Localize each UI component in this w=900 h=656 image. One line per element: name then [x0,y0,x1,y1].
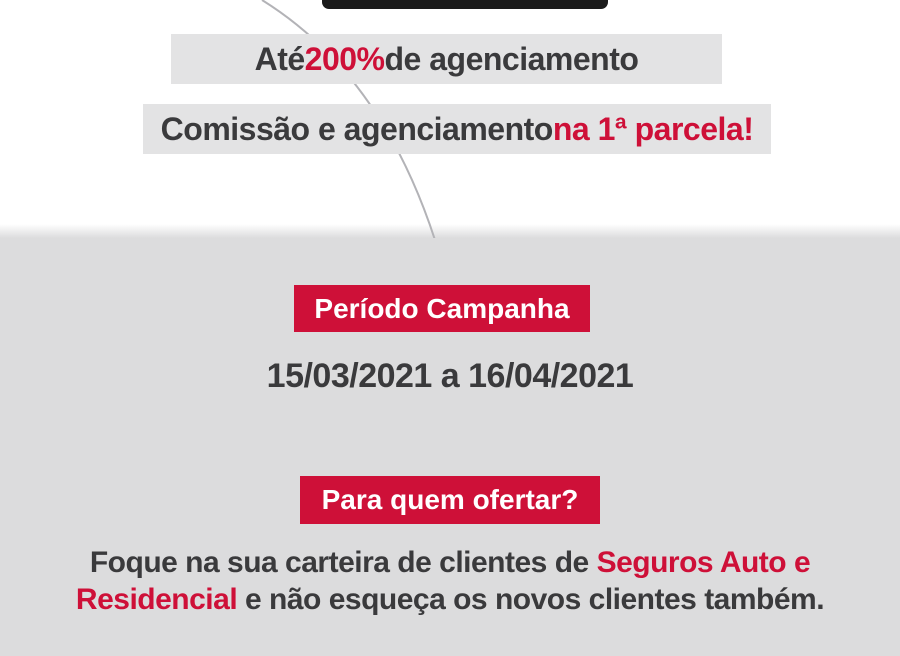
campaign-details-section [0,238,900,656]
banner-comissao-pre: Comissão e agenciamento [160,110,553,147]
offer-description [0,544,900,618]
banner-comissao [143,104,771,154]
banner-agenciamento-post: de agenciamento [384,40,639,77]
offer-target-badge-label: Para quem ofertar? [321,484,579,515]
period-campaign-badge [294,285,590,332]
campaign-dates: 15/03/2021 a 16/04/2021 [266,357,634,395]
offer-line2-post: e não esqueça os novos clientes também. [237,583,825,616]
offer-target-badge [300,476,600,524]
offer-line2-highlight: Residencial [75,583,238,616]
offer-line1-pre: Foque na sua carteira de clientes de [89,546,597,579]
banner-agenciamento [171,34,722,84]
period-campaign-badge-label: Período Campanha [314,292,570,324]
top-title-box-remnant [322,0,608,9]
offer-line1-highlight: Seguros Auto e [596,546,811,579]
banner-comissao-highlight: na 1ª parcela! [552,110,754,147]
banner-agenciamento-pre: Até [254,40,305,77]
banner-agenciamento-highlight: 200% [304,40,385,77]
